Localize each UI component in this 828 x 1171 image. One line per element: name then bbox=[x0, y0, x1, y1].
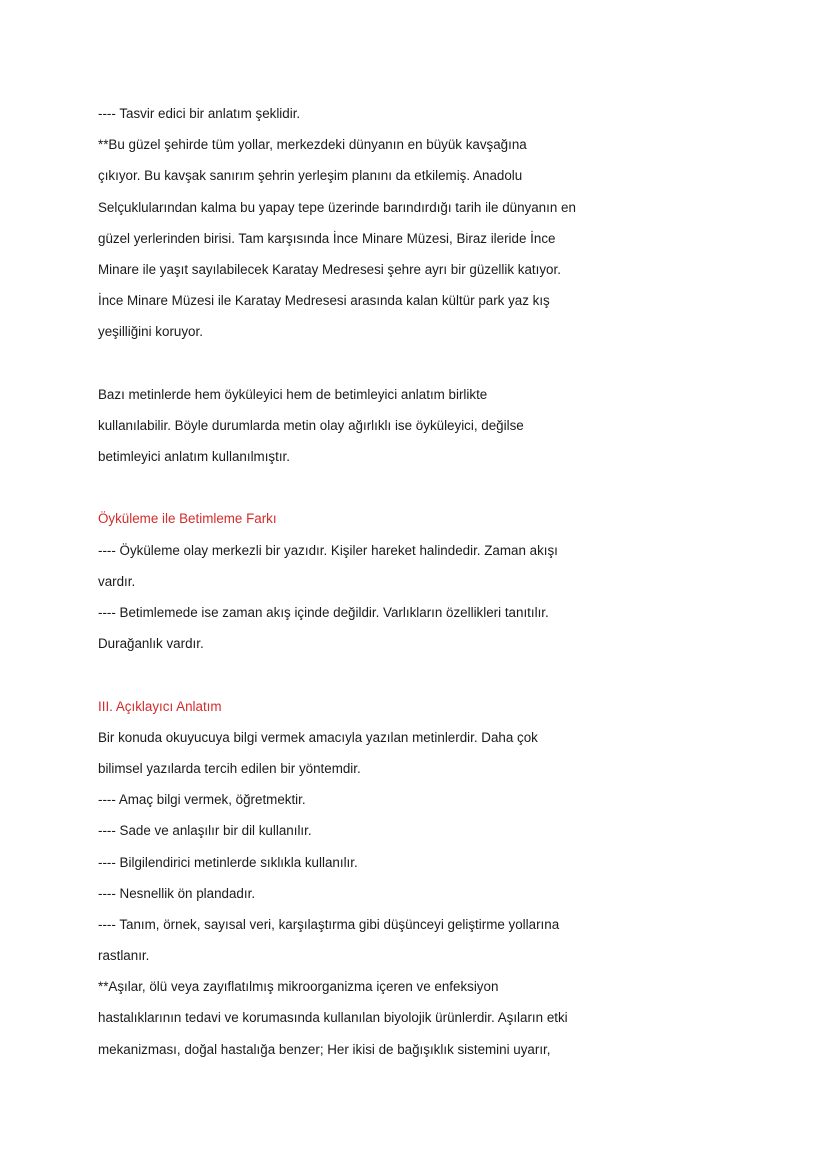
text-line: Selçuklularından kalma bu yapay tepe üzerinde barındırdığı tarih ile dünyanın en bbox=[98, 199, 576, 215]
text-line: Bazı metinlerde hem öyküleyici hem de betimleyici anlatım birlikte bbox=[98, 386, 488, 402]
paragraph-gap bbox=[98, 472, 748, 503]
text-line: İnce Minare Müzesi ile Karatay Medresesi arasında kalan kültür park yaz kış bbox=[98, 293, 550, 309]
paragraph-gap bbox=[98, 659, 748, 690]
text-line: ---- Bilgilendirici metinlerde sıklıkla kullanılır. bbox=[98, 854, 358, 870]
text-line: ---- Tanım, örnek, sayısal veri, karşılaştırma gibi düşünceyi geliştirme yollarına bbox=[98, 916, 560, 932]
text-line: **Bu güzel şehirde tüm yollar, merkezdeki dünyanın en büyük kavşağına bbox=[98, 137, 527, 153]
text-line: yeşilliğini koruyor. bbox=[98, 324, 203, 340]
paragraph-gap bbox=[98, 348, 748, 379]
text-line: ---- Tasvir edici bir anlatım şeklidir. bbox=[98, 106, 301, 121]
text-line: çıkıyor. Bu kavşak sanırım şehrin yerleşim planını da etkilemiş. Anadolu bbox=[98, 168, 523, 184]
text-line: betimleyici anlatım kullanılmıştır. bbox=[98, 449, 290, 465]
text-line: hastalıklarının tedavi ve korumasında kullanılan biyolojik ürünlerdir. Aşıların etki bbox=[98, 1010, 568, 1026]
text-line: Minare ile yaşıt sayılabilecek Karatay Medresesi şehre ayrı bir güzellik katıyor. bbox=[98, 261, 561, 277]
text-line: Bir konuda okuyucuya bilgi vermek amacıyla yazılan metinlerdir. Daha çok bbox=[98, 729, 538, 745]
text-line: rastlanır. bbox=[98, 948, 150, 964]
text-line: ---- Öyküleme olay merkezli bir yazıdır. Kişiler hareket halindedir. Zaman akışı bbox=[98, 542, 558, 558]
text-line: ---- Nesnellik ön plandadır. bbox=[98, 885, 256, 901]
text-line: kullanılabilir. Böyle durumlarda metin olay ağırlıklı ise öyküleyici, değilse bbox=[98, 417, 524, 433]
text-line: ---- Amaç bilgi vermek, öğretmektir. bbox=[98, 792, 306, 808]
text-line: mekanizması, doğal hastalığa benzer; Her ikisi de bağışıklık sistemini uyarır, bbox=[98, 1041, 551, 1057]
text-line: ---- Sade ve anlaşılır bir dil kullanılır. bbox=[98, 823, 312, 839]
text-line: ---- Betimlemede ise zaman akış içinde değildir. Varlıkların özellikleri tanıtılır. bbox=[98, 605, 549, 620]
text-line: güzel yerlerinden birisi. Tam karşısında İnce Minare Müzesi, Biraz ileride İnce bbox=[98, 230, 556, 246]
section-heading: Öyküleme ile Betimleme Farkı bbox=[98, 511, 277, 527]
text-line: Durağanlık vardır. bbox=[98, 636, 204, 652]
text-line: bilimsel yazılarda tercih edilen bir yöntemdir. bbox=[98, 760, 361, 776]
text-line: **Aşılar, ölü veya zayıflatılmış mikroorganizma içeren ve enfeksiyon bbox=[98, 979, 499, 995]
text-line: vardır. bbox=[98, 573, 136, 589]
section-heading: III. Açıklayıcı Anlatım bbox=[98, 698, 222, 714]
